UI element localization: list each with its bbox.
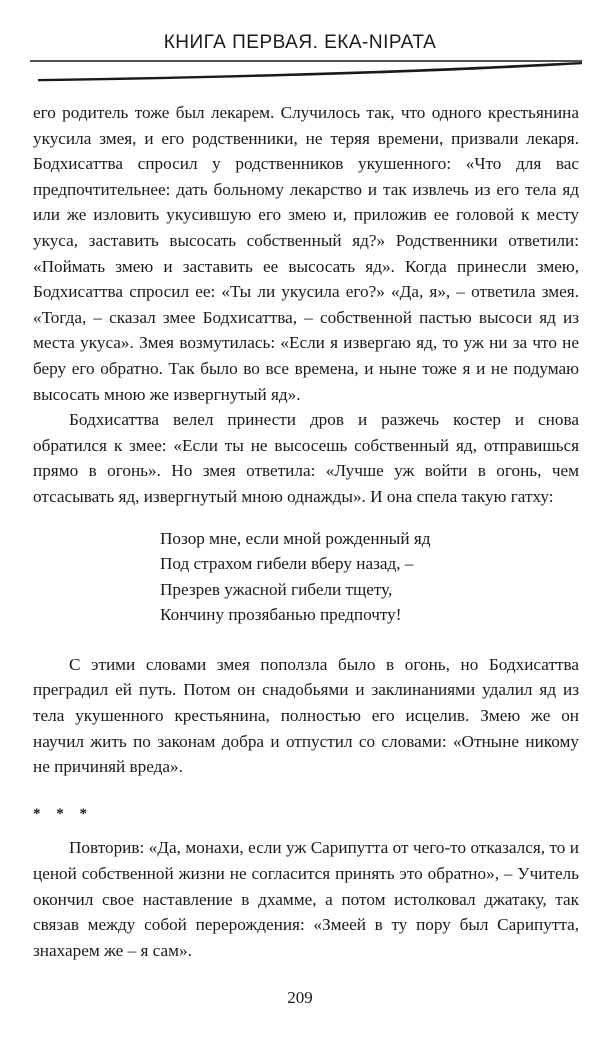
running-head: КНИГА ПЕРВАЯ. ЕКА-NIPATA — [163, 32, 437, 53]
section-break: * * * — [33, 805, 93, 822]
paragraph-4: Повторив: «Да, монахи, если уж Сарипутта от чего-то отказался, то и ценой собственной жизни не согласится принять это обратно», – Учитель окончил свое наставление в дхамме, а потом истолковал джатаку, так связав между собой перерождения: «Змеей в ту пору был Сарипутта, знахарем же – я сам». — [33, 838, 579, 960]
verse-line-3: Презрев ужасной гибели тщету, — [160, 579, 393, 599]
verse-line-1: Позор мне, если мной рожденный яд — [160, 528, 431, 548]
verse-gatha — [160, 526, 579, 628]
paragraph-2: Бодхисаттва велел принести дров и разжечь костер и снова обратился к змее: «Если ты не высосешь собственный яд, отправишься прямо в огонь». Но змея ответила: «Лучше уж войти в огонь, чем отсасывать яд, извергнутый мною однажды». И она спела такую гатху: — [33, 410, 579, 506]
header-rule-ornament — [30, 58, 582, 84]
verse-line-4: Кончину прозябанью предпочту! — [160, 605, 402, 625]
page-number: 209 — [287, 988, 313, 1007]
paragraph-3: С этими словами змея поползла было в огонь, но Бодхисаттва преградил ей путь. Потом он снадобьями и заклинаниями удалил яд из тела укушенного крестьянина, полностью его исцелив. Змею же он научил жить по законам добра и отпустил со словами: «Отныне никому не причиняй вреда». — [33, 654, 579, 777]
verse-line-2: Под страхом гибели вберу назад, – — [160, 554, 414, 574]
body-text — [33, 100, 579, 963]
paragraph-1: его родитель тоже был лекарем. Случилось так, что одного крестьянина укусила змея, и его родственники, не теряя времени, призвали лекаря. Бодхисаттва спросил у родственников укушенного: «Что для вас предпочтительнее: дать больному лекарство и так извлечь из его тела яд или же изловить укусившую его змею и, приложив ее головой к месту укуса, заставить высосать собственный яд?» Родственники ответили: «Поймать змею и заставить ее высосать яд». Когда принесли змею, Бодхисаттва спросил ее: «Ты ли укусила его?» «Да, я», – ответила змея. «Тогда, – сказал змее Бодхисаттва, – собственной пастью высоси яд из места укуса». Змея возмутилась: «Если я извергаю яд, то уж ни за что не беру его обратно. Так было во все времена, и ныне тоже я и не подумаю высосать мною же извергнутый яд». — [33, 103, 579, 404]
